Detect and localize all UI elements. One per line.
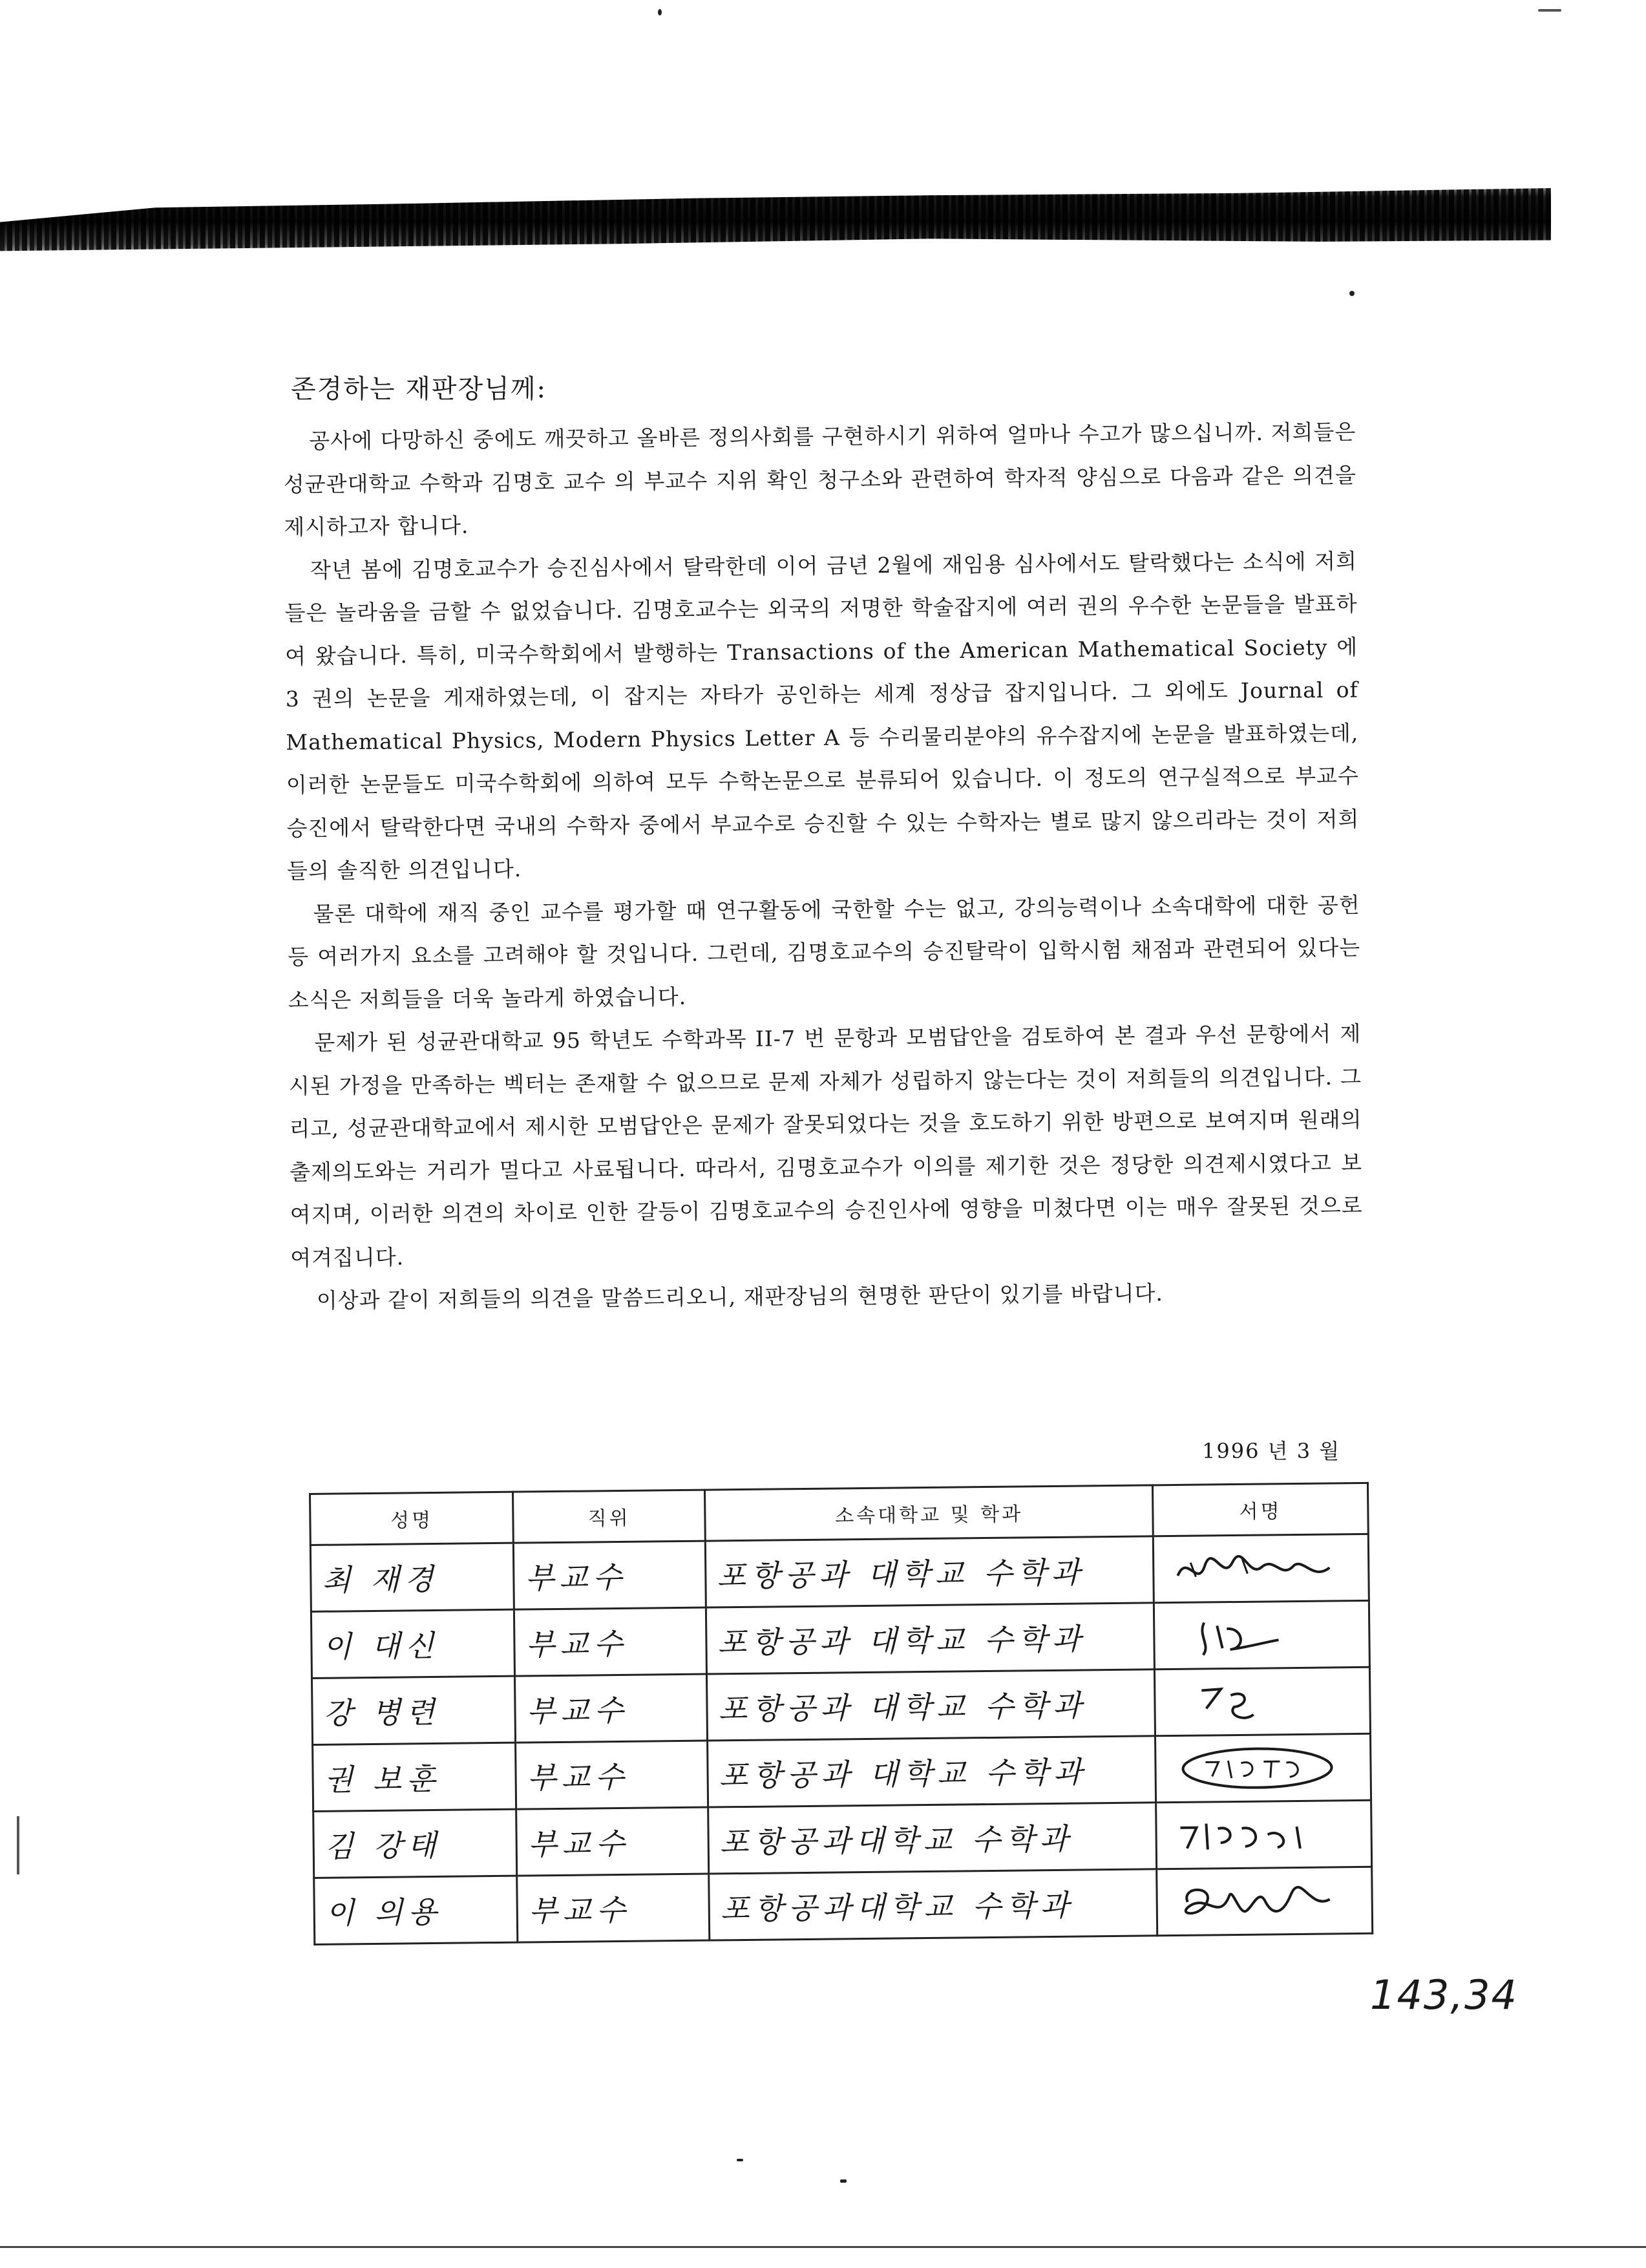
table-row bbox=[312, 1667, 1371, 1744]
seal-stamp bbox=[1155, 1733, 1371, 1802]
handwritten-signature bbox=[1155, 1667, 1371, 1735]
scan-speck bbox=[737, 2159, 743, 2161]
scan-speck bbox=[840, 2179, 847, 2183]
paragraph-intro: 공사에 다망하신 중에도 깨끗하고 올바른 정의사회를 구현하시기 위하여 얼마나 수고가 많으십니까. 저희들은 성균관대학교 수학과 김명호 교수 의 부교수 지위 확인 청구소와 관련하여 학자적 양심으로 다음과 같은 의견을 제시하고자 합니다. bbox=[283, 419, 1356, 540]
signer-name: 권 보훈 bbox=[313, 1743, 516, 1811]
header-name: 성명 bbox=[310, 1492, 514, 1545]
salutation: 존경하는 재판장님께: bbox=[291, 374, 547, 404]
scan-speck bbox=[1538, 9, 1561, 12]
table-row bbox=[311, 1600, 1369, 1678]
signature-scrawl-icon bbox=[1168, 1874, 1350, 1928]
signer-affiliation: 포항공과 대학교 수학과 bbox=[708, 1736, 1156, 1807]
scan-speck bbox=[1349, 291, 1355, 296]
scan-speck bbox=[658, 9, 662, 16]
signer-position: 부교수 bbox=[516, 1807, 709, 1876]
fax-transmission-band bbox=[0, 182, 1551, 255]
page-number: 143,34 bbox=[1370, 1971, 1518, 2019]
signer-name: 이 의용 bbox=[314, 1876, 518, 1944]
table-row bbox=[313, 1800, 1372, 1878]
header-affiliation: 소속대학교 및 학과 bbox=[705, 1485, 1154, 1541]
signer-affiliation: 포항공과 대학교 수학과 bbox=[707, 1669, 1155, 1741]
paragraph-research-record: 작년 봄에 김명호교수가 승진심사에서 탈락한데 이어 금년 2월에 재임용 심사에서도 탈락했다는 소식에 저희들은 놀라움을 금할 수 없었습니다. 김명호교수는 외국의 저명한 학술잡지에 여러 권의 우수한 논문들을 발표하여 왔습니다. 특히, 미국수학회에서 발행하는 Transactions of the American Mathematical Society 에 3 권의 논문을 게재하였는데, 이 잡지는 자타가 공인하는 세계 정상급 잡지입니다. 그 외에도 Journal of Mathematical Physics, Modern Physics Letter A 등 수리물리분야의 유수잡지에 논문을 발표하였는데, 이러한 논문들도 미국수학회에 의하여 모두 수학논문으로 분류되어 있습니다. 이 정도의 연구실적으로 부교수 승진에서 탈락한다면 국내의 수학자 중에서 부교수로 승진할 수 있는 수학자는 별로 많지 않으리라는 것이 저희들의 솔직한 의견입니다. bbox=[284, 548, 1360, 884]
page-bottom-rule bbox=[0, 2246, 1646, 2248]
signer-position: 부교수 bbox=[514, 1607, 707, 1676]
signer-position: 부교수 bbox=[516, 1741, 708, 1809]
signature-scrawl-icon bbox=[1168, 1808, 1349, 1861]
signer-position: 부교수 bbox=[517, 1874, 710, 1942]
signer-affiliation: 포항공과 대학교 수학과 bbox=[705, 1536, 1154, 1607]
letter-date: 1996 년 3 월 bbox=[1202, 1439, 1341, 1463]
table-row bbox=[310, 1534, 1369, 1611]
paragraph-closing: 이상과 같이 저희들의 의견을 말씀드리오니, 재판장님의 현명한 판단이 있기를 바랍니다. bbox=[316, 1280, 1164, 1313]
handwritten-signature bbox=[1154, 1534, 1369, 1602]
signer-name: 강 병련 bbox=[312, 1676, 516, 1744]
signature-scrawl-icon bbox=[1166, 1675, 1347, 1728]
header-position: 직위 bbox=[513, 1490, 706, 1543]
signer-name: 이 대신 bbox=[311, 1609, 514, 1678]
paragraph-evaluation: 물론 대학에 재직 중인 교수를 평가할 때 연구활동에 국한할 수는 없고, 강의능력이나 소속대학에 대한 공헌 등 여러가지 요소를 고려해야 할 것입니다. 그런데, 김명호교수의 승진탈락이 입학시험 채점과 관련되어 있다는 소식은 저희들을 더욱 놀라게 하였습니다. bbox=[288, 891, 1361, 1013]
signer-name: 최 재경 bbox=[310, 1543, 514, 1611]
signature-scrawl-icon bbox=[1165, 1542, 1346, 1595]
signer-position: 부교수 bbox=[515, 1674, 708, 1743]
paragraph-exam-question: 문제가 된 성균관대학교 95 학년도 수학과목 II-7 번 문항과 모범답안을 검토하여 본 결과 우선 문항에서 제시된 가정을 만족하는 벡터는 존재할 수 없으므로 문제 자체가 성립하지 않는다는 것이 저희들의 의견입니다. 그리고, 성균관대학교에서 제시한 모범답안은 문제가 잘못되었다는 것을 호도하기 위한 방편으로 보여지며 원래의 출제의도와는 거리가 멀다고 사료됩니다. 따라서, 김명호교수가 이의를 제기한 것은 정당한 의견제시였다고 보여지며, 이러한 의견의 차이로 인한 갈등이 김명호교수의 승진인사에 영향을 미쳤다면 이는 매우 잘못된 것으로 여겨집니다. bbox=[288, 1021, 1363, 1271]
table-row bbox=[314, 1867, 1373, 1944]
letter-body bbox=[283, 411, 1364, 1323]
signer-name: 김 강태 bbox=[313, 1809, 517, 1878]
handwritten-signature bbox=[1156, 1800, 1372, 1869]
signature-scrawl-icon bbox=[1165, 1608, 1347, 1662]
signer-position: 부교수 bbox=[514, 1541, 706, 1609]
signer-affiliation: 포항공과대학교 수학과 bbox=[709, 1869, 1157, 1940]
header-signature: 서명 bbox=[1153, 1483, 1368, 1536]
handwritten-signature bbox=[1154, 1600, 1370, 1669]
table-row bbox=[313, 1733, 1371, 1811]
signer-affiliation: 포항공과 대학교 수학과 bbox=[706, 1603, 1155, 1674]
margin-mark bbox=[17, 1816, 19, 1874]
circled-seal-icon bbox=[1166, 1741, 1348, 1795]
signer-affiliation: 포항공과대학교 수학과 bbox=[708, 1803, 1157, 1874]
signature-table bbox=[309, 1482, 1373, 1945]
handwritten-signature bbox=[1157, 1867, 1373, 1935]
